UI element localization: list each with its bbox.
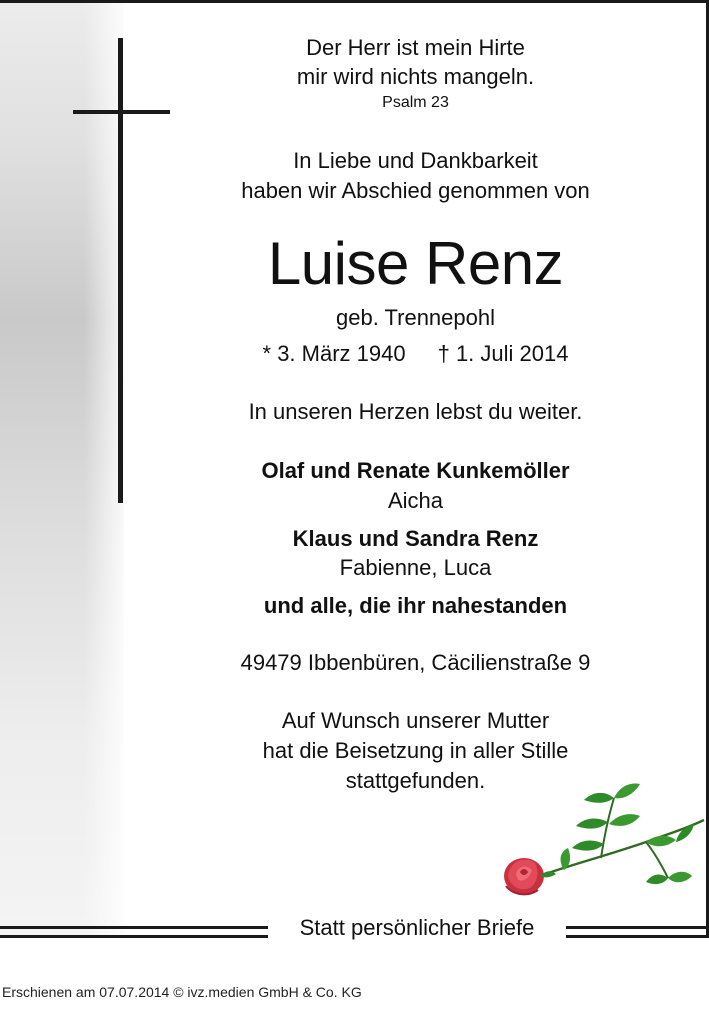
tribute-line: In unseren Herzen lebst du weiter. — [248, 399, 583, 424]
note-line-2: hat die Beisetzung in aller Stille — [262, 738, 569, 763]
intro-line-2: haben wir Abschied genommen von — [241, 178, 590, 203]
footer-rule-left — [0, 926, 268, 929]
footer-rule-right — [566, 926, 709, 929]
deceased-name: Luise Renz — [267, 230, 564, 297]
address: 49479 Ibbenbüren, Cäcilienstraße 9 — [240, 650, 591, 675]
cross-icon — [118, 38, 123, 503]
birth-date: * 3. März 1940 — [262, 341, 406, 366]
intro-line-1: In Liebe und Dankbarkeit — [293, 148, 538, 173]
publication-credit: Erschienen am 07.07.2014 © ivz.medien GmbH & Co. KG — [2, 984, 362, 1000]
maiden-name: geb. Trennepohl — [335, 305, 496, 330]
life-dates — [124, 340, 707, 368]
mourner-names-2: Klaus und Sandra Renz — [292, 526, 539, 551]
death-date: † 1. Juli 2014 — [437, 341, 569, 366]
psalm-line-2: mir wird nichts mangeln. — [296, 64, 535, 89]
side-gradient-band — [0, 3, 124, 935]
mourner-children-2: Fabienne, Luca — [339, 555, 492, 580]
note-line-3: stattgefunden. — [345, 768, 486, 793]
footer-label: Statt persönlicher Briefe — [268, 914, 566, 942]
rose-icon — [496, 778, 706, 908]
mourner-children-1: Aicha — [387, 488, 444, 513]
mourner-names-1: Olaf und Renate Kunkemöller — [261, 458, 570, 483]
closing-family: und alle, die ihr nahestanden — [263, 593, 568, 618]
note-line-1: Auf Wunsch unserer Mutter — [281, 708, 550, 733]
psalm-line-1: Der Herr ist mein Hirte — [306, 35, 525, 60]
psalm-source: Psalm 23 — [382, 94, 449, 111]
